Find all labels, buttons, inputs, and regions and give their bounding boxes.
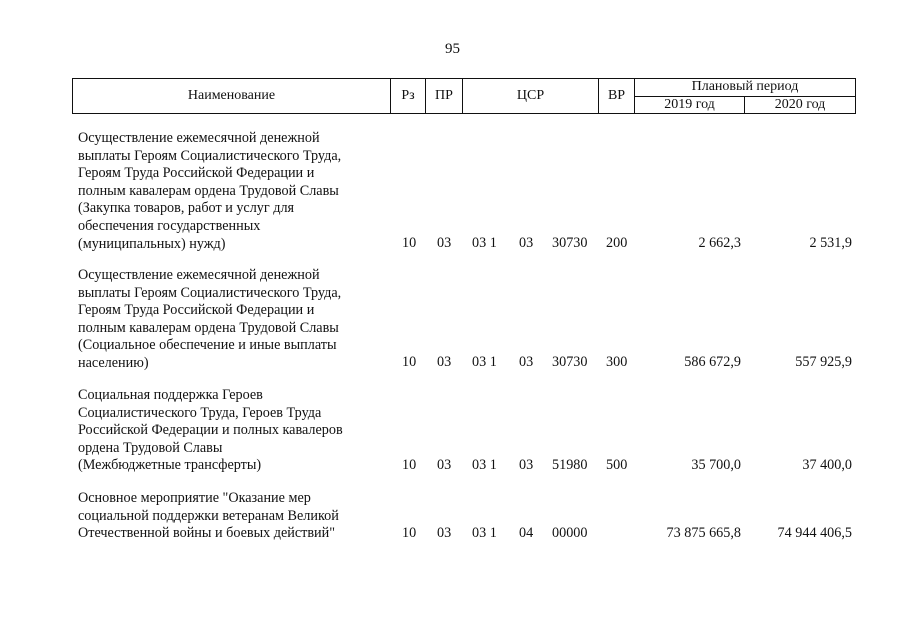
- row-csr-direction: 30730: [552, 354, 588, 371]
- header-planned-period: Плановый период: [691, 79, 799, 94]
- row-name: Основное мероприятие "Оказание мер социальной поддержки ветеранам Великой Отечественной войны и боевых действий": [78, 490, 339, 542]
- row-csr-program: 03 1: [472, 457, 497, 474]
- row-rz: 10: [402, 354, 417, 371]
- row-rz: 10: [402, 525, 417, 542]
- row-name: Осуществление ежемесячной денежной выплаты Героям Социалистического Труда, Героям Труда Российской Федерации и полным кавалерам ордена Трудовой Славы (Закупка товаров, работ и услуг для обеспечения государственных (муниципальных) нужд): [78, 130, 342, 252]
- header-year-2019: 2019 год: [664, 97, 715, 112]
- header-vr: ВР: [607, 88, 626, 103]
- row-pr: 03: [437, 354, 452, 371]
- row-csr-direction: 00000: [552, 525, 588, 542]
- row-csr-program: 03 1: [472, 525, 497, 542]
- header-year-2020: 2020 год: [774, 97, 826, 112]
- row-name: Социальная поддержка Героев Социалистического Труда, Героев Труда Российской Федерации и полных кавалеров ордена Трудовой Славы (Межбюджетные трансферты): [78, 387, 343, 474]
- row-vr: 200: [606, 235, 628, 252]
- header-csr: ЦСР: [516, 88, 545, 103]
- row-value-2019: 35 700,0: [691, 457, 741, 474]
- row-pr: 03: [437, 525, 452, 542]
- row-pr: 03: [437, 457, 452, 474]
- row-csr-program: 03 1: [472, 354, 497, 371]
- row-value-2019: 586 672,9: [684, 354, 741, 371]
- row-value-2020: 557 925,9: [795, 354, 852, 371]
- header-rz: Рз: [401, 88, 415, 103]
- row-csr-subprogram: 03: [519, 354, 534, 371]
- row-value-2020: 37 400,0: [802, 457, 852, 474]
- row-csr-subprogram: 03: [519, 235, 534, 252]
- row-rz: 10: [402, 457, 417, 474]
- row-rz: 10: [402, 235, 417, 252]
- header-bottom-border: [72, 113, 856, 114]
- header-name: Наименование: [187, 88, 276, 103]
- row-csr-direction: 51980: [552, 457, 588, 474]
- header-vline: [855, 78, 856, 114]
- row-csr-subprogram: 04: [519, 525, 534, 542]
- row-vr: 300: [606, 354, 628, 371]
- table-row: [0, 130, 905, 253]
- row-name: Осуществление ежемесячной денежной выплаты Героям Социалистического Труда, Героям Труда Российской Федерации и полным кавалерам ордена Трудовой Славы (Социальное обеспечение и иные выплаты населению): [78, 267, 342, 371]
- table-row: [0, 267, 905, 372]
- row-value-2019: 2 662,3: [698, 235, 741, 252]
- row-value-2020: 74 944 406,5: [777, 525, 852, 542]
- row-value-2019: 73 875 665,8: [666, 525, 741, 542]
- table-row: [0, 387, 905, 475]
- row-vr: 500: [606, 457, 628, 474]
- row-csr-subprogram: 03: [519, 457, 534, 474]
- row-csr-direction: 30730: [552, 235, 588, 252]
- row-pr: 03: [437, 235, 452, 252]
- table-row: [0, 490, 905, 543]
- row-value-2020: 2 531,9: [809, 235, 852, 252]
- row-csr-program: 03 1: [472, 235, 497, 252]
- header-pr: ПР: [435, 88, 453, 103]
- page-number: 95: [445, 41, 460, 57]
